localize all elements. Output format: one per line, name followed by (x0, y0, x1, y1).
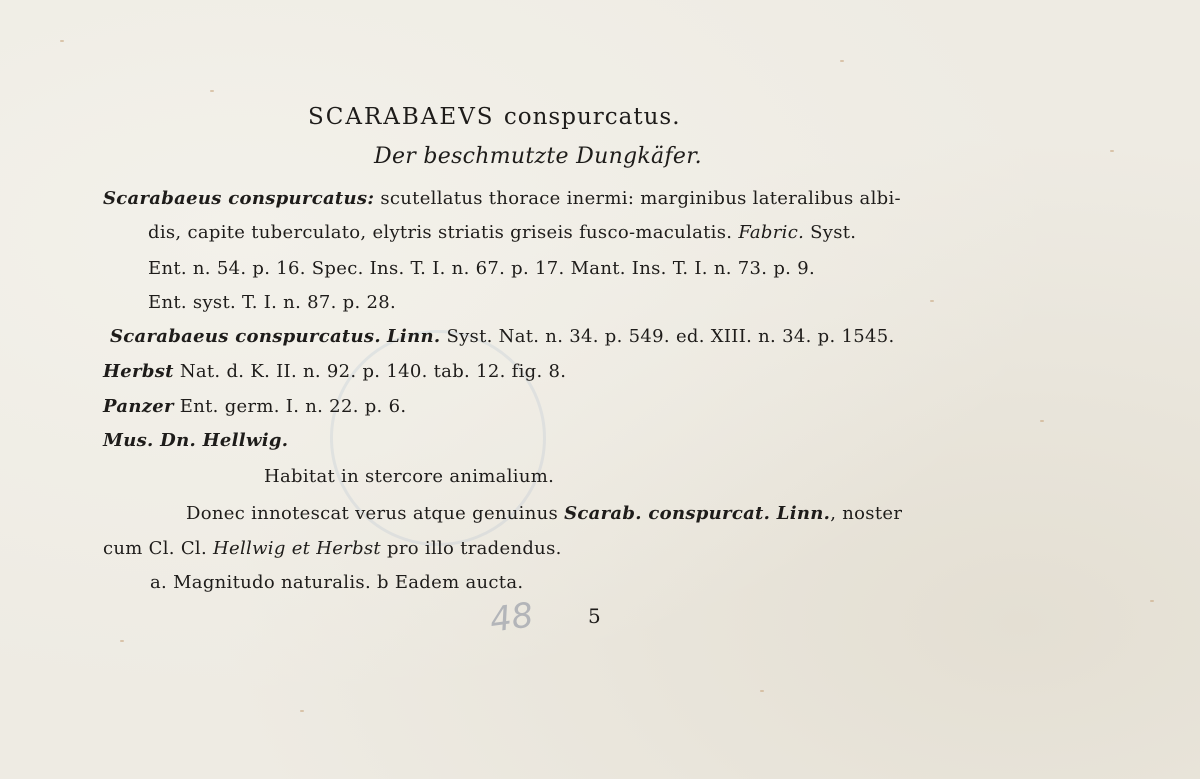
paper-speck (1040, 420, 1044, 422)
synonym-line-3 (103, 396, 406, 417)
figure-caption: a. Magnitudo naturalis. b Eadem aucta. (150, 572, 524, 593)
synonym-text: Nat. d. K. II. n. 92. p. 140. tab. 12. fig. 8. (179, 361, 567, 382)
synonym-name: Herbst (103, 361, 174, 382)
description-text: dis, capite tuberculato, elytris striatis griseis fusco-maculatis. (148, 222, 733, 243)
paper-speck (1150, 600, 1154, 602)
paper-speck (1110, 150, 1114, 152)
description-line-1 (103, 188, 901, 209)
synonym-text: Ent. germ. I. n. 22. p. 6. (179, 396, 407, 417)
page-number: 5 (588, 604, 602, 628)
description-text: scutellatus thorace inermi: marginibus lateralibus albi- (380, 188, 901, 209)
pencil-mark: 48 (487, 595, 536, 641)
note-text: , noster (830, 503, 903, 524)
note-text: pro illo tradendus. (387, 538, 562, 559)
synonym-line-1 (110, 326, 895, 347)
note-line-1 (186, 503, 902, 524)
paper-speck (300, 710, 304, 712)
synonym-ref: Linn. (386, 326, 441, 347)
synonym-text: Syst. Nat. n. 34. p. 549. ed. XIII. n. 34. p. 1545. (446, 326, 895, 347)
title-genus: SCARABAEVS (308, 104, 495, 130)
german-name: Der beschmutzte Dungkäfer. (374, 144, 702, 169)
note-line-2 (103, 538, 562, 559)
species-name: Scarabaeus conspurcatus: (103, 188, 375, 209)
title-species: conspurcatus. (503, 104, 681, 130)
paper-speck (210, 90, 214, 92)
note-text: cum Cl. Cl. (103, 538, 207, 559)
synonym-name: Panzer (103, 396, 174, 417)
paper-speck (60, 40, 64, 42)
description-line-2 (148, 222, 856, 243)
synonym-line-4 (103, 430, 288, 451)
paper-speck (930, 300, 934, 302)
page-title (308, 104, 681, 130)
description-tail: Syst. (810, 222, 857, 243)
habitat-line: Habitat in stercore animalium. (264, 466, 555, 487)
note-species: Scarab. conspurcat. Linn. (564, 503, 831, 524)
description-line-4: Ent. syst. T. I. n. 87. p. 28. (148, 292, 397, 313)
note-authors: Hellwig et Herbst (213, 538, 381, 559)
synonym-name: Mus. Dn. Hellwig. (103, 430, 289, 451)
description-line-3: Ent. n. 54. p. 16. Spec. Ins. T. I. n. 67. p. 17. Mant. Ins. T. I. n. 73. p. 9. (148, 258, 815, 279)
synonym-line-2 (103, 361, 566, 382)
paper-speck (120, 640, 124, 642)
note-text: Donec innotescat verus atque genuinus (186, 503, 559, 524)
author-ref: Fabric. (738, 222, 805, 243)
paper-speck (840, 60, 844, 62)
synonym-name: Scarabaeus conspurcatus. (110, 326, 381, 347)
paper-speck (760, 690, 764, 692)
